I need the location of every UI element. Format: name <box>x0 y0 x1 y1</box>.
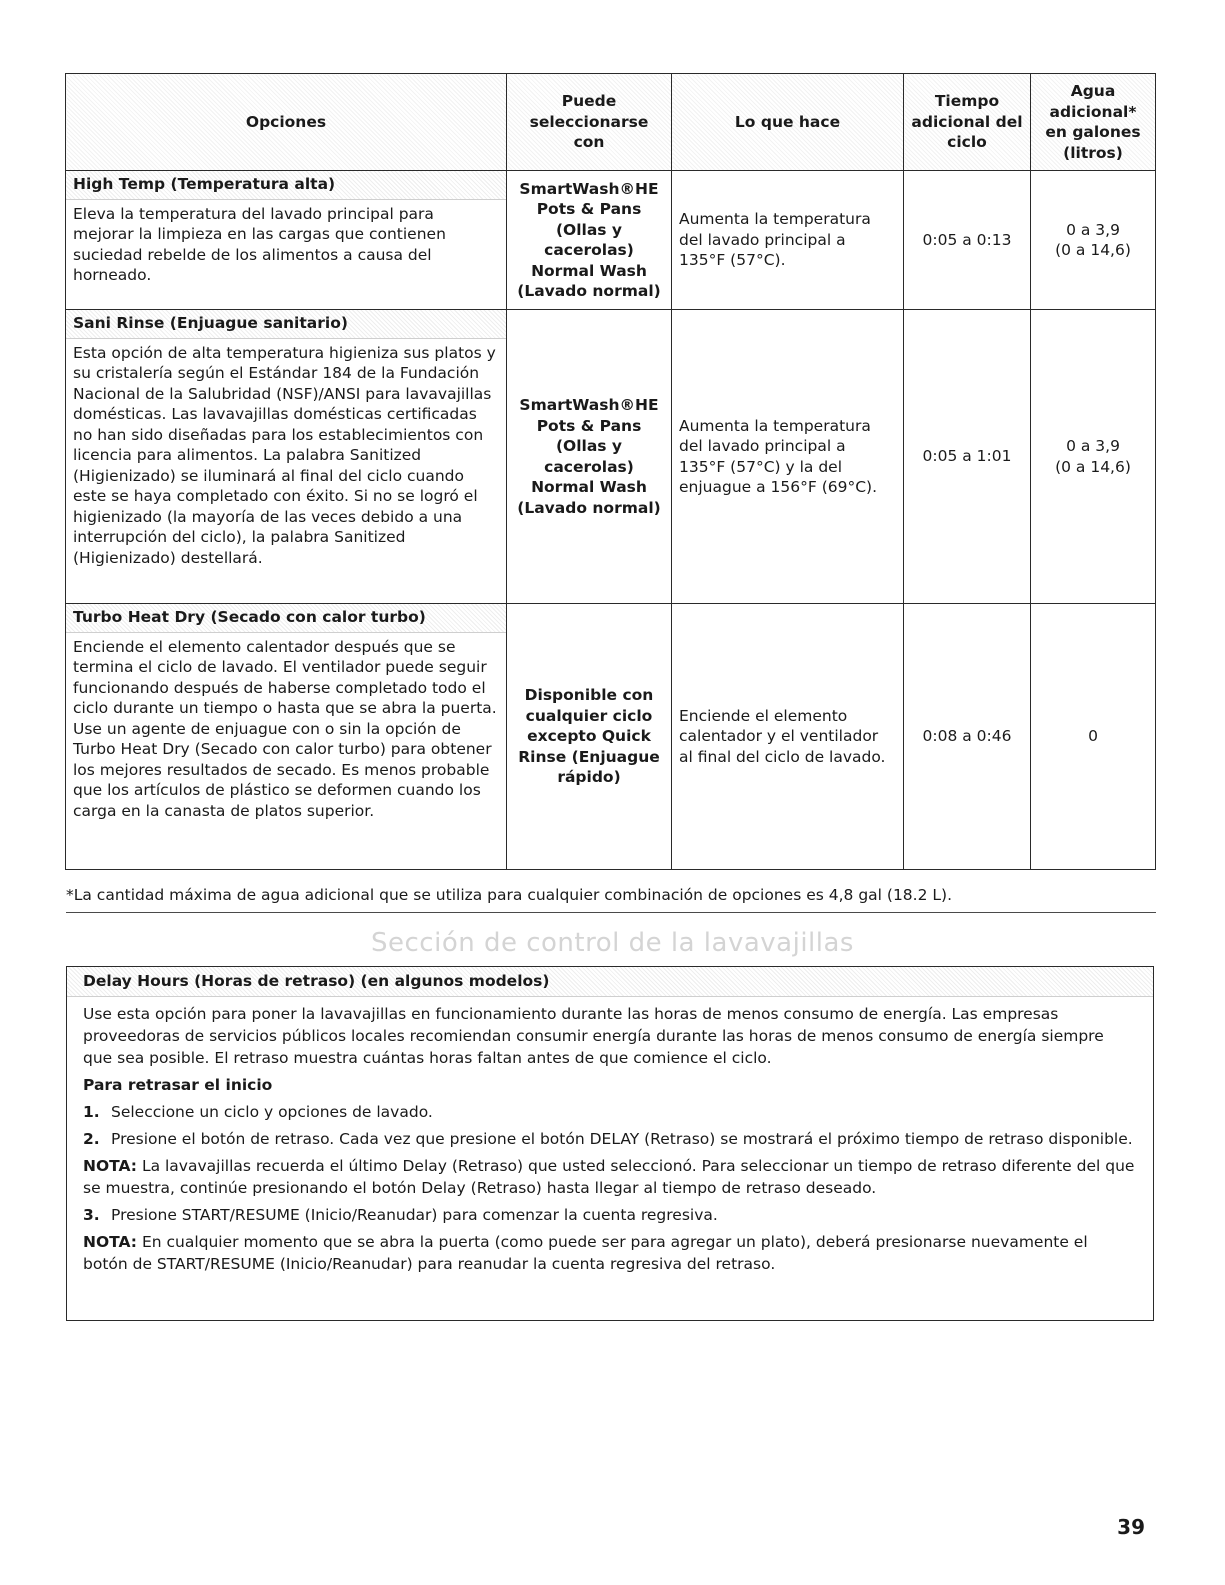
header-options: Opciones <box>66 74 507 171</box>
option-cell <box>66 604 507 870</box>
step-number: 1. <box>83 1103 100 1121</box>
step-number: 3. <box>83 1206 100 1224</box>
option-cell <box>66 310 507 604</box>
selectable-with-cell: SmartWash®HE Pots & Pans (Ollas y cacerolas) Normal Wash (Lavado normal) <box>507 310 672 604</box>
delay-intro: Use esta opción para poner la lavavajillas en funcionamiento durante las horas de menos consumo de energía. Las empresas proveedoras de servicios públicos locales recomiendan consumir energía durante las horas de menos consumo de energía siempre que sea posible. El retraso muestra cuántas horas faltan antes de que comience el ciclo. <box>83 1005 1104 1067</box>
added-water-cell: 0 <box>1031 604 1156 870</box>
added-time-cell: 0:08 a 0:46 <box>904 604 1031 870</box>
delay-hours-section <box>66 966 1154 1321</box>
table-header-row <box>66 74 1156 171</box>
page-number: 39 <box>1117 1515 1145 1539</box>
header-selectable-with: Puede seleccionarse con <box>507 74 672 171</box>
step-number: 2. <box>83 1130 100 1148</box>
footnote: *La cantidad máxima de agua adicional que se utiliza para cualquier combinación de opciones es 4,8 gal (18.2 L). <box>66 886 952 904</box>
delay-subheading: Para retrasar el inicio <box>83 1076 273 1094</box>
what-it-does-cell: Enciende el elemento calentador y el ventilador al final del ciclo de lavado. <box>672 604 904 870</box>
table-row <box>66 604 1156 870</box>
table-row <box>66 171 1156 310</box>
what-it-does-cell: Aumenta la temperatura del lavado principal a 135°F (57°C) y la del enjuague a 156°F (69°C). <box>672 310 904 604</box>
what-it-does-cell: Aumenta la temperatura del lavado principal a 135°F (57°C). <box>672 171 904 310</box>
note <box>83 1155 1137 1199</box>
header-added-water: Agua adicional* en galones (litros) <box>1031 74 1156 171</box>
note-label: NOTA: <box>83 1233 138 1251</box>
note-label: NOTA: <box>83 1157 138 1175</box>
step-item <box>83 1128 1137 1150</box>
option-description: Enciende el elemento calentador después que se termina el ciclo de lavado. El ventilador puede seguir funcionando después de haberse completado todo el ciclo durante un tiempo o hasta que se abra la puerta. Use un agente de enjuague con o sin la opción de Turbo Heat Dry (Secado con calor turbo) para obtener los mejores resultados de secado. Es menos probable que los artículos de plástico se deformen cuando los carga en la canasta de platos superior. <box>73 637 497 820</box>
added-water-cell: 0 a 3,9 (0 a 14,6) <box>1031 310 1156 604</box>
header-what-it-does: Lo que hace <box>672 74 904 171</box>
divider <box>66 912 1156 913</box>
added-water-cell: 0 a 3,9 (0 a 14,6) <box>1031 171 1156 310</box>
option-title: Sani Rinse (Enjuague sanitario) <box>66 310 506 339</box>
added-time-cell: 0:05 a 0:13 <box>904 171 1031 310</box>
added-time-cell: 0:05 a 1:01 <box>904 310 1031 604</box>
options-table <box>65 73 1156 870</box>
delay-hours-heading: Delay Hours (Horas de retraso) (en algunos modelos) <box>67 967 1153 997</box>
selectable-with-cell: Disponible con cualquier ciclo excepto Quick Rinse (Enjuague rápido) <box>507 604 672 870</box>
option-cell <box>66 171 507 310</box>
option-title: High Temp (Temperatura alta) <box>66 171 506 200</box>
step-item <box>83 1101 1137 1123</box>
note-text: En cualquier momento que se abra la puerta (como puede ser para agregar un plato), deberá presionarse nuevamente el botón de START/RESUME (Inicio/Reanudar) para reanudar la cuenta regresiva del retraso. <box>83 1233 1088 1273</box>
delay-hours-body <box>67 997 1153 1275</box>
note <box>83 1231 1137 1275</box>
step-item <box>83 1204 1137 1226</box>
option-title: Turbo Heat Dry (Secado con calor turbo) <box>66 604 506 633</box>
option-description: Esta opción de alta temperatura higieniza sus platos y su cristalería según el Estándar 184 de la Fundación Nacional de la Salubridad (NSF)/ANSI para lavavajillas domésticas. Las lavavajillas domésticas certificadas no han sido diseñadas para los establecimientos con licencia para alimentos. La palabra Sanitized (Higienizado) se iluminará al final del ciclo cuando este se haya completado con éxito. Si no se logró el higienizado (la mayoría de las veces debido a una interrupción del ciclo), la palabra Sanitized (Higienizado) destellará. <box>73 343 496 567</box>
header-added-time: Tiempo adicional del ciclo <box>904 74 1031 171</box>
step-text: Presione el botón de retraso. Cada vez que presione el botón DELAY (Retraso) se mostrará el próximo tiempo de retraso disponible. <box>111 1130 1133 1148</box>
option-description: Eleva la temperatura del lavado principal para mejorar la limpieza en las cargas que contienen suciedad rebelde de los alimentos a causa del horneado. <box>73 204 446 284</box>
step-text: Presione START/RESUME (Inicio/Reanudar) para comenzar la cuenta regresiva. <box>111 1206 718 1224</box>
step-text: Seleccione un ciclo y opciones de lavado. <box>111 1103 433 1121</box>
selectable-with-cell: SmartWash®HE Pots & Pans (Ollas y cacerolas) Normal Wash (Lavado normal) <box>507 171 672 310</box>
note-text: La lavavajillas recuerda el último Delay (Retraso) que usted seleccionó. Para seleccionar un tiempo de retraso diferente del que se muestra, continúe presionando el botón Delay (Retraso) hasta llegar al tiempo de retraso deseado. <box>83 1157 1135 1197</box>
section-title: Sección de control de la lavavajillas <box>371 928 854 958</box>
table-row <box>66 310 1156 604</box>
